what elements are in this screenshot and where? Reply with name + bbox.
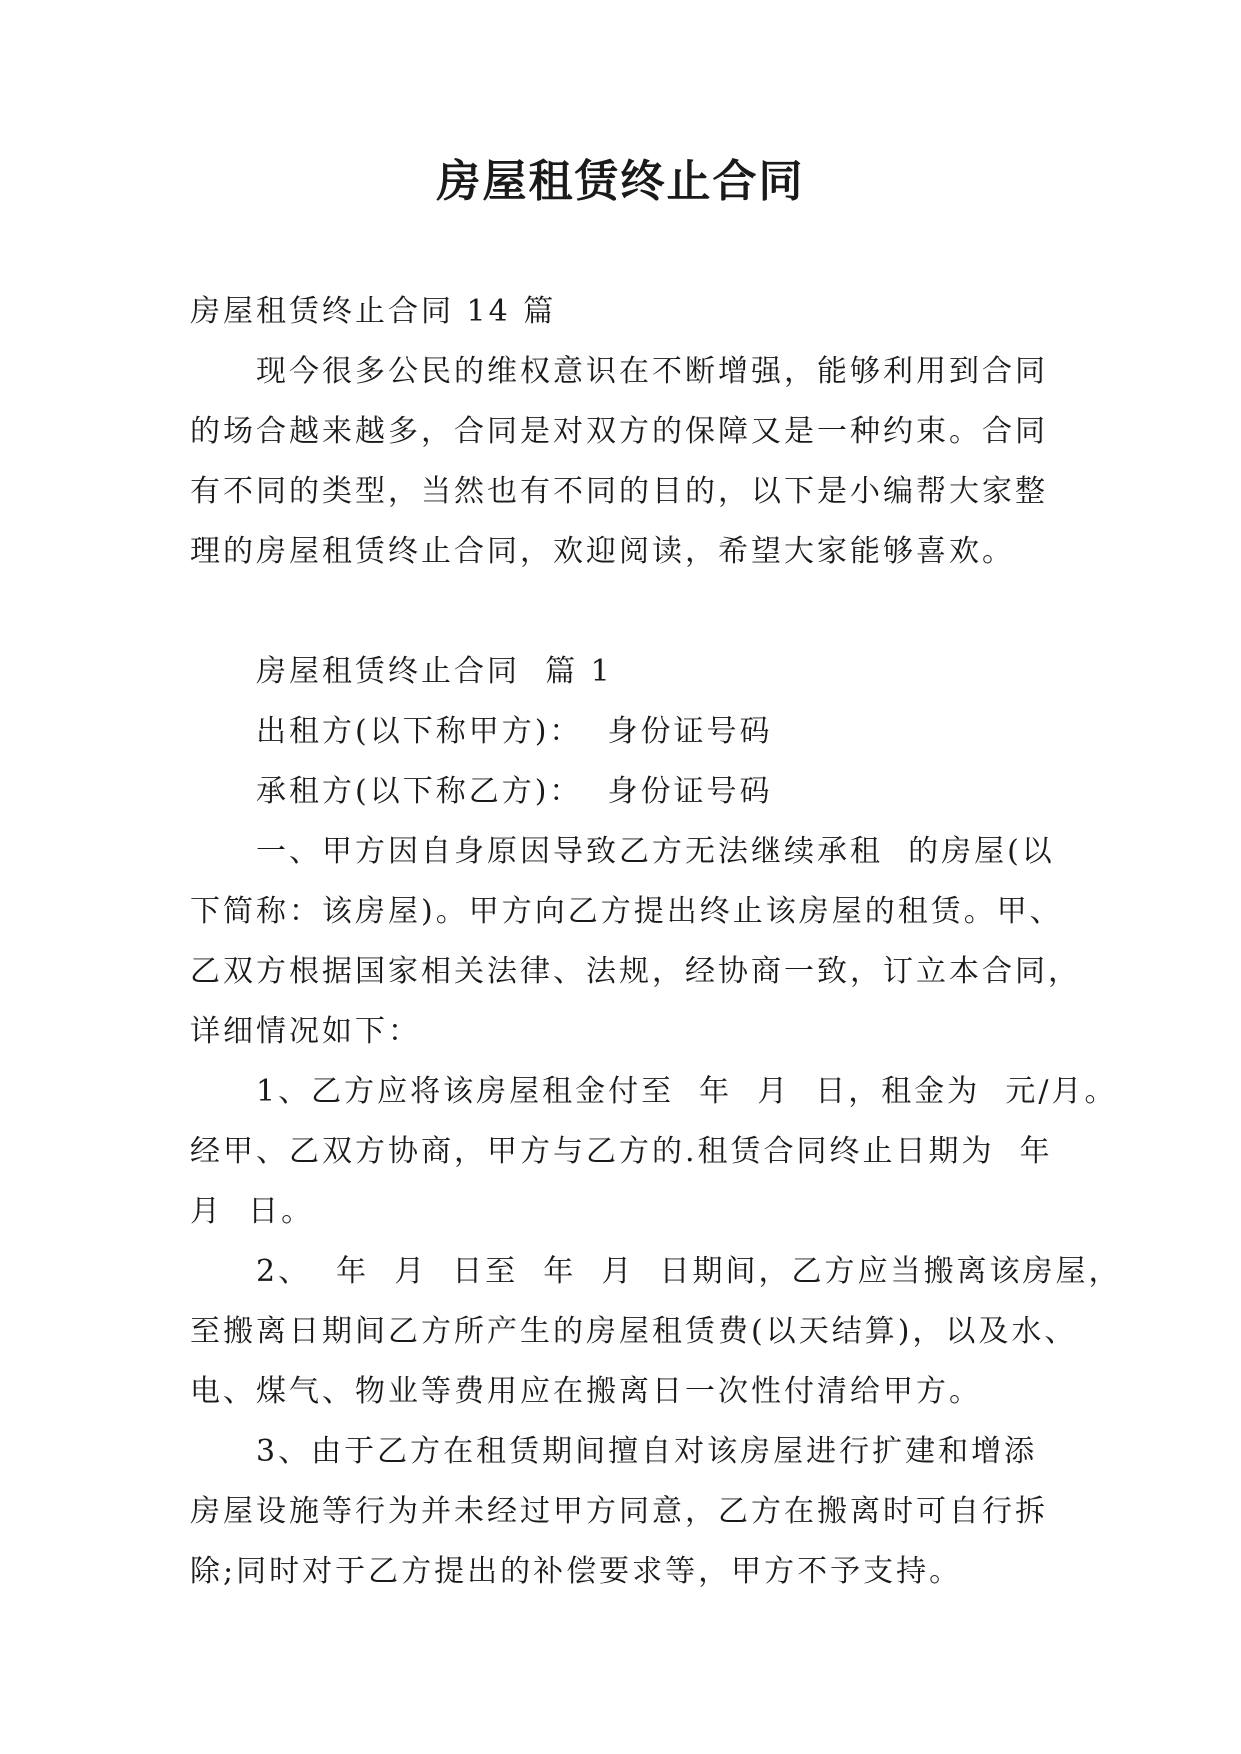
- intro-line: 理的房屋租赁终止合同，欢迎阅读，希望大家能够喜欢。: [190, 534, 1015, 569]
- clause-line: 乙双方根据国家相关法律、法规，经协商一致，订立本合同，: [190, 954, 1081, 989]
- lessee-line: 承租方(以下称乙方)： 身份证号码: [256, 774, 773, 809]
- intro-line: 的场合越来越多，合同是对双方的保障又是一种约束。合同: [190, 414, 1048, 449]
- clause-line: 月 日。: [190, 1194, 315, 1229]
- clause-line: 下简称：该房屋)。甲方向乙方提出终止该房屋的租赁。甲、: [190, 894, 1063, 929]
- clause-line: 电、煤气、物业等费用应在搬离日一次性付清给甲方。: [190, 1374, 982, 1409]
- clause-line: 经甲、乙双方协商，甲方与乙方的.租赁合同终止日期为 年: [190, 1134, 1053, 1169]
- document-title: 房屋租赁终止合同: [436, 156, 805, 207]
- clause-line: 1、乙方应将该房屋租金付至 年 月 日，租金为 元/月。: [256, 1074, 1118, 1109]
- clause-line: 3、由于乙方在租赁期间擅自对该房屋进行扩建和增添: [256, 1434, 1038, 1469]
- section-heading: 房屋租赁终止合同 篇 1: [256, 654, 613, 689]
- intro-line: 现今很多公民的维权意识在不断增强，能够利用到合同: [256, 354, 1048, 389]
- subtitle-line: 房屋租赁终止合同 14 篇: [190, 294, 557, 329]
- clause-line: 房屋设施等行为并未经过甲方同意，乙方在搬离时可自行拆: [190, 1494, 1048, 1529]
- paragraph-gap: [190, 582, 1070, 642]
- lessor-line: 出租方(以下称甲方)： 身份证号码: [256, 714, 773, 749]
- document-body: [190, 282, 1122, 1602]
- clause-line: 除;同时对于乙方提出的补偿要求等，甲方不予支持。: [190, 1554, 963, 1589]
- clause-line: 至搬离日期间乙方所产生的房屋租赁费(以天结算)，以及水、: [190, 1314, 1078, 1349]
- clause-line: 2、 年 月 日至 年 月 日期间，乙方应当搬离该房屋，: [256, 1254, 1122, 1289]
- clause-line: 一、甲方因自身原因导致乙方无法继续承租 的房屋(以: [256, 834, 1055, 869]
- intro-line: 有不同的类型，当然也有不同的目的，以下是小编帮大家整: [190, 474, 1048, 509]
- clause-line: 详细情况如下：: [190, 1014, 421, 1049]
